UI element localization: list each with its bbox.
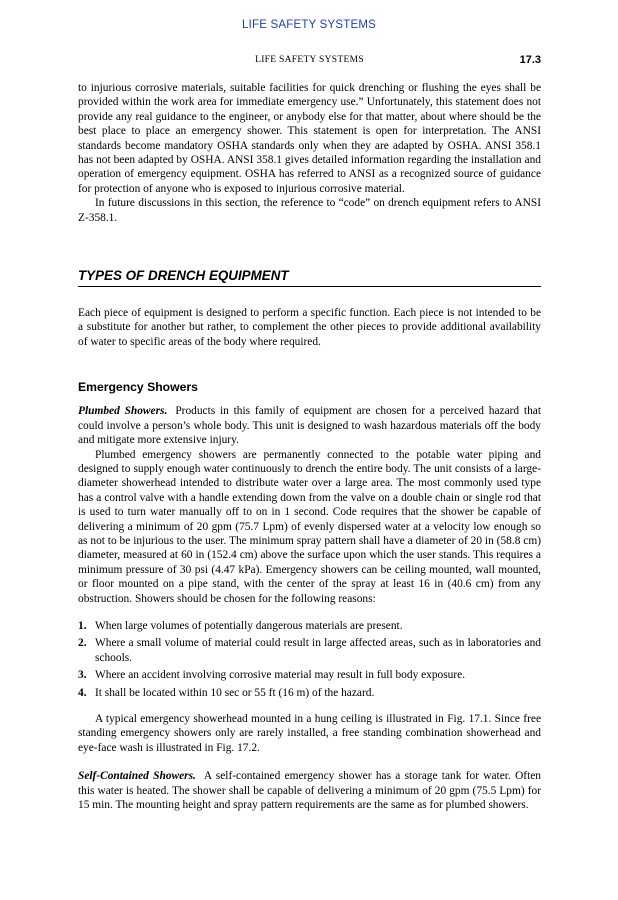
list-text: Where an accident involving corrosive material may result in full body exposure. <box>95 669 466 682</box>
subheading-emergency-showers: Emergency Showers <box>78 380 198 395</box>
run-in-heading: Self-Contained Showers. <box>78 770 196 783</box>
list-item <box>78 686 541 700</box>
plumbed-showers-details: Plumbed emergency showers are permanently connected to the potable water piping and designed to supply enough water continuously to drench the entire body. The unit consists of a large-diameter showerhead intended to distribute water over a large area. The most commonly used type has a control valve with a handle extending down from the valve on a double chain or single rod that is used to turn water manually off to on in 1 second. Code requires that the shower be capable of delivering a minimum of 20 gpm (75.7 Lpm) of evenly dispersed water at a velocity low enough so as not to be injurious to the user. The minimum spray pattern shall have a diameter of 20 in (58.8 cm) diameter, measured at 60 in (152.4 cm) above the surface upon which the user stands. This requires a minimum pressure of 30 psi (4.47 kPa). Emergency showers can be ceiling mounted, wall mounted, or floor mounted on a pipe stand, with the center of the spray at least 16 in (40.6 cm) from any obstruction. Showers should be chosen for the following reasons: <box>78 448 541 605</box>
run-in-heading: Plumbed Showers. <box>78 405 168 418</box>
list-item <box>78 668 541 682</box>
intro-paragraph: to injurious corrosive materials, suitable facilities for quick drenching or flushing the eyes shall be provided within the work area for immediate emergency use.” Unfortunately, this statement does not provide any real guidance to the engineer, or anybody else for that matter, about where should be the best place to place an emergency shower. This statement is open for interpretation. The ANSI standards become mandatory OSHA standards only when they are adapted by OSHA. ANSI 358.1 has not been adapted by OSHA. ANSI 358.1 gives detailed information regarding the installation and operation of emergency equipment. OSHA has referred to ANSI as a recognized source of guidance for protection of anyone who is exposed to injurious corrosive material. <box>78 82 541 195</box>
list-number: 3. <box>78 669 87 682</box>
body-text <box>78 81 541 812</box>
code-reference-paragraph: In future discussions in this section, the reference to “code” on drench equipment refers to ANSI Z-358.1. <box>78 197 541 224</box>
page-header <box>78 55 541 69</box>
list-number: 4. <box>78 686 87 699</box>
list-number: 1. <box>78 619 87 632</box>
list-text: Where a small volume of material could result in large affected areas, such as in laboratories and schools. <box>95 637 541 664</box>
section-heading: TYPES OF DRENCH EQUIPMENT <box>78 268 541 287</box>
list-number: 2. <box>78 637 87 650</box>
self-contained-showers-text: A self-contained emergency shower has a storage tank for water. Often this water is heated. The shower shall be capable of delivering a minimum of 20 gpm (75.5 Lpm) for 15 min. The mounting height and spray pattern requirements are the same as for plumbed showers. <box>78 770 541 812</box>
self-contained-showers-paragraph <box>78 769 541 812</box>
list-text: When large volumes of potentially dangerous materials are present. <box>95 619 403 632</box>
list-item <box>78 636 541 665</box>
list-item <box>78 619 541 633</box>
running-header: LIFE SAFETY SYSTEMS <box>242 19 376 31</box>
list-text: It shall be located within 10 sec or 55 ft (16 m) of the hazard. <box>95 686 375 699</box>
chapter-title: LIFE SAFETY SYSTEMS <box>255 55 364 65</box>
page-number: 17.3 <box>519 54 541 66</box>
showerhead-paragraph: A typical emergency showerhead mounted in a hung ceiling is illustrated in Fig. 17.1. Since free standing emergency showers only are rarely installed, a free standing combination showerhead and eye-face wash is illustrated in Fig. 17.2. <box>78 713 541 754</box>
types-paragraph: Each piece of equipment is designed to perform a specific function. Each piece is not intended to be a substitute for another but rather, to complement the other pieces to provide additional availability of water to specific areas of the body where required. <box>78 307 541 348</box>
plumbed-showers-paragraph <box>78 404 541 447</box>
reasons-list <box>78 619 541 700</box>
plumbed-showers-text: Products in this family of equipment are chosen for a perceived hazard that could involve a person’s whole body. This unit is designed to wash hazardous materials off the body and mitigate more extensive injury. <box>78 405 542 447</box>
